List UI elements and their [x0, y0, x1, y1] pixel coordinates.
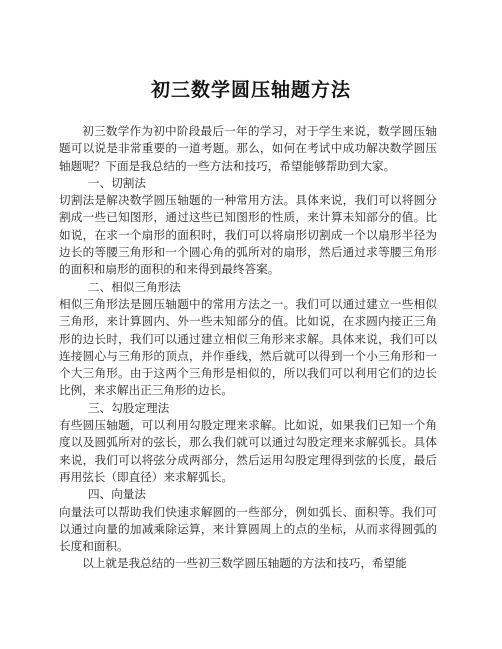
section-text-cutting: 切割法是解决数学圆压轴题的一种常用方法。具体来说，我们可以将圆分割成一些已知图形，通过这些已知图形的性质，来计算未知部分的值。比如说，在求一个扇形的面积时，我们可以将扇形切割成一个以扇形半径为边长的等腰三角形和一个圆心角的弧所对的扇形，然后通过求等腰三角形的面积和扇形的面积的和来得到最终答案。 — [59, 193, 437, 277]
section-text-similar-triangles: 相似三角形法是圆压轴题中的常用方法之一。我们可以通过建立一些相似三角形，来计算圆内、外一些未知部分的值。比如说，在求圆内接正三角形的边长时，我们可以通过建立相似三角形来求解。具体来说，我们可以连接圆心与三角形的顶点，并作垂线，然后就可以得到一个小三角形和一个大三角形。由于这两个三角形是相似的，所以我们可以利用它们的边长比例，来求解出正三角形的边长。 — [59, 296, 437, 398]
section-heading-pythagorean: 三、勾股定理法 — [88, 400, 170, 415]
section-heading-cutting: 一、切割法 — [88, 175, 146, 190]
closing-paragraph: 以上就是我总结的一些初三数学圆压轴题的方法和技巧，希望能 — [82, 556, 407, 571]
section-heading-similar-triangles: 二、相似三角形法 — [88, 279, 181, 294]
document-body — [59, 123, 437, 573]
section-heading-vector: 四、向量法 — [88, 487, 146, 502]
section-text-vector: 向量法可以帮助我们快速求解圆的一些部分，例如弧长、面积等。我们可以通过向量的加减乘除运算，来计算圆周上的点的坐标，从而求得圆弧的长度和面积。 — [59, 504, 437, 554]
intro-paragraph: 初三数学作为初中阶段最后一年的学习，对于学生来说，数学圆压轴题可以说是非常重要的一道考题。那么，如何在考试中成功解决数学圆压轴题呢？下面是我总结的一些方法和技巧，希望能够帮助到大家。 — [59, 124, 437, 173]
document-title: 初三数学圆压轴题方法 — [150, 79, 351, 101]
section-text-pythagorean: 有些圆压轴题，可以利用勾股定理来求解。比如说，如果我们已知一个角度以及圆弧所对的弦长，那么我们就可以通过勾股定理来求解弧长。具体来说，我们可以将弦分成两部分，然后运用勾股定理得到弦的长度，最后再用弦长（即直径）来求解弧长。 — [59, 418, 437, 484]
